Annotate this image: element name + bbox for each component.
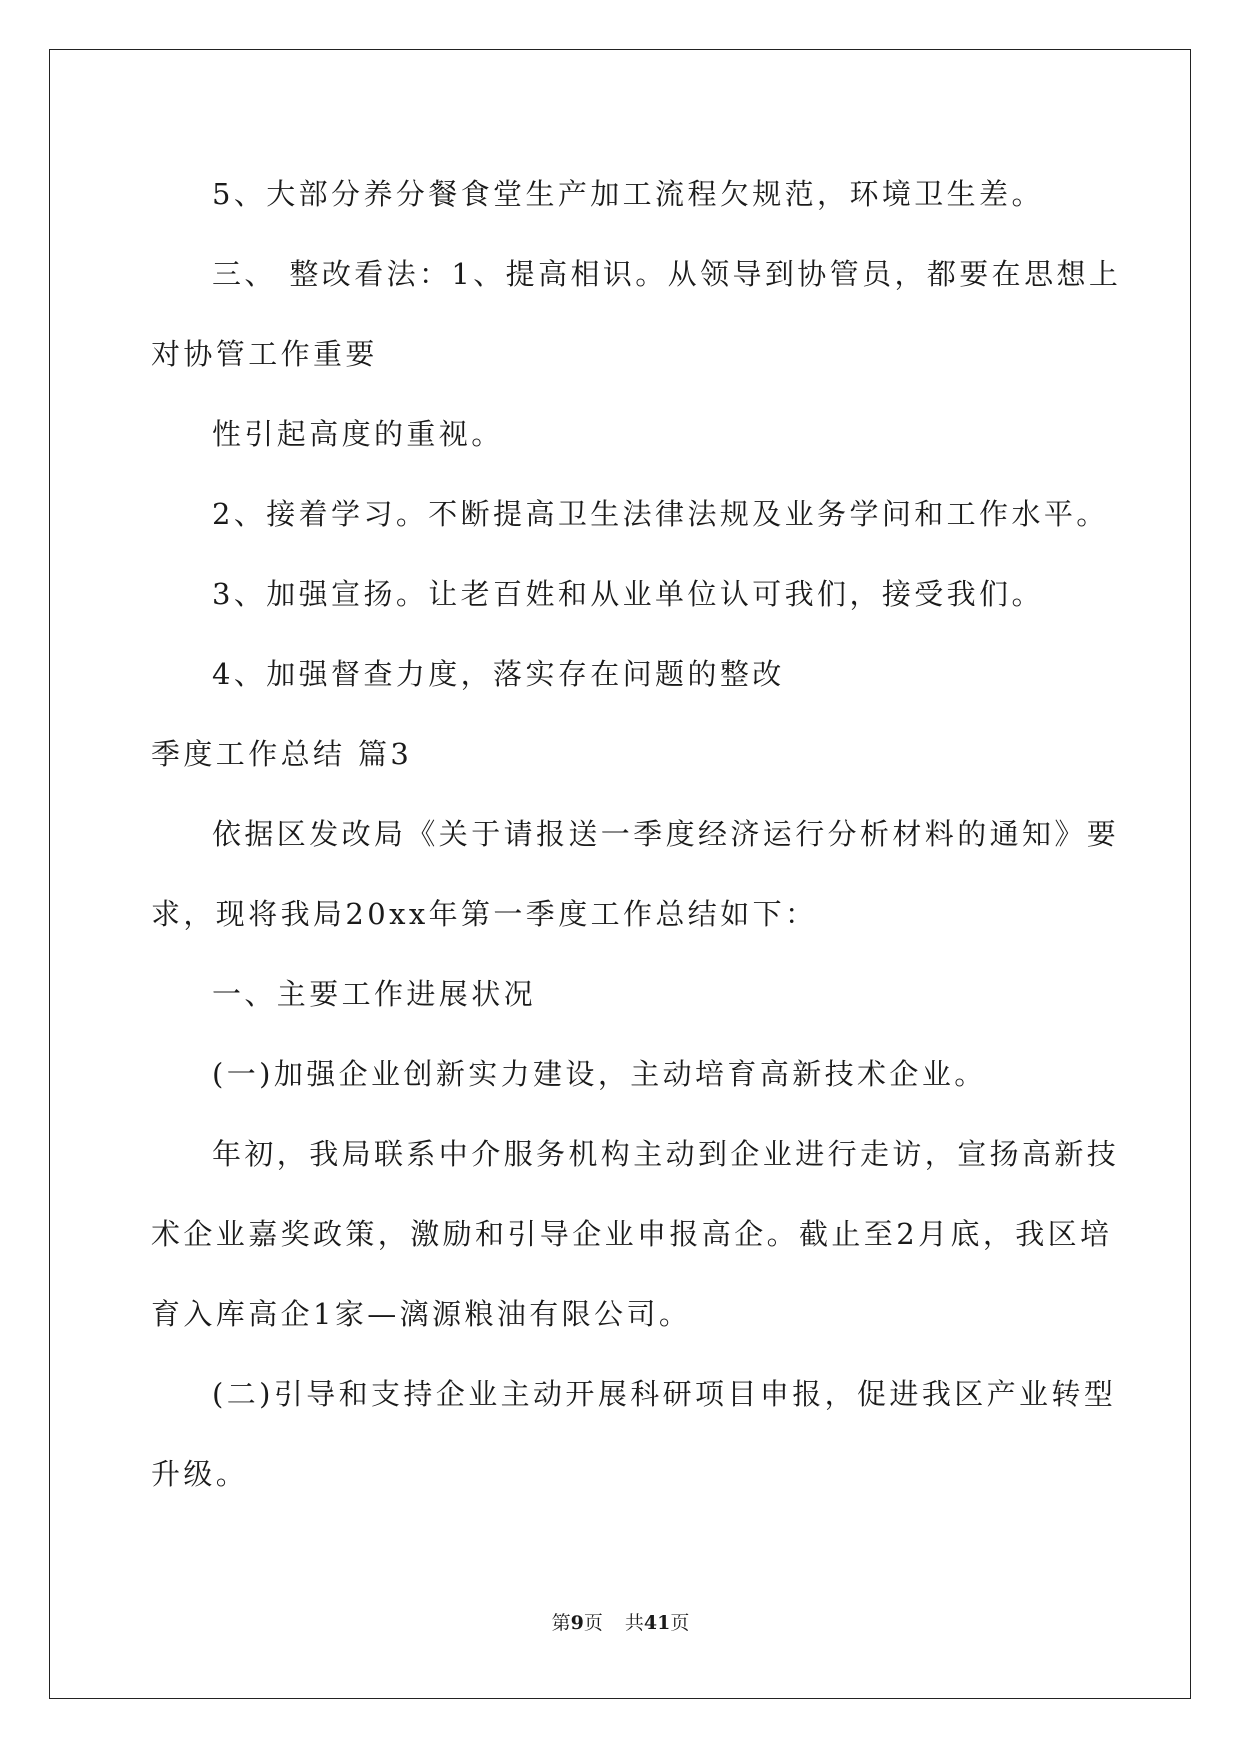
paragraph-line: 依据区发改局《关于请报送一季度经济运行分析材料的通知》要 xyxy=(212,817,1120,851)
paragraph-line: 三、 整改看法：1、提高相识。从领导到协管员，都要在思想上 xyxy=(212,257,1122,291)
page-total: 41 xyxy=(643,1612,671,1634)
page-mid: 页 xyxy=(583,1612,603,1634)
page-border xyxy=(49,49,1191,1699)
paragraph-line: 求，现将我局20xx年第一季度工作总结如下： xyxy=(151,897,818,931)
paragraph-line: 4、加强督查力度，落实存在问题的整改 xyxy=(212,657,785,691)
total-suffix: 页 xyxy=(670,1612,690,1634)
paragraph-line: 术企业嘉奖政策，激励和引导企业申报高企。截止至2月底，我区培 xyxy=(151,1217,1113,1251)
paragraph-line: 3、加强宣扬。让老百姓和从业单位认可我们，接受我们。 xyxy=(212,577,1044,611)
paragraph-line: (二)引导和支持企业主动开展科研项目申报，促进我区产业转型 xyxy=(212,1377,1117,1411)
paragraph-line: (一)加强企业创新实力建设，主动培育高新技术企业。 xyxy=(212,1057,987,1091)
paragraph-line: 一、主要工作进展状况 xyxy=(212,977,537,1011)
total-prefix: 共 xyxy=(624,1612,644,1634)
paragraph-line: 年初，我局联系中介服务机构主动到企业进行走访，宣扬高新技 xyxy=(212,1137,1120,1171)
page-footer xyxy=(0,1611,1241,1635)
page-prefix: 第 xyxy=(551,1612,571,1634)
paragraph-line: 5、大部分养分餐食堂生产加工流程欠规范，环境卫生差。 xyxy=(212,177,1044,211)
paragraph-line: 育入库高企1家—漓源粮油有限公司。 xyxy=(151,1297,692,1331)
paragraph-line: 2、接着学习。不断提高卫生法律法规及业务学问和工作水平。 xyxy=(212,497,1109,531)
paragraph-line: 升级。 xyxy=(151,1457,249,1491)
paragraph-line: 性引起高度的重视。 xyxy=(212,417,504,451)
page-current: 9 xyxy=(570,1612,584,1634)
section-heading: 季度工作总结 篇3 xyxy=(151,737,413,771)
paragraph-line: 对协管工作重要 xyxy=(151,337,378,371)
